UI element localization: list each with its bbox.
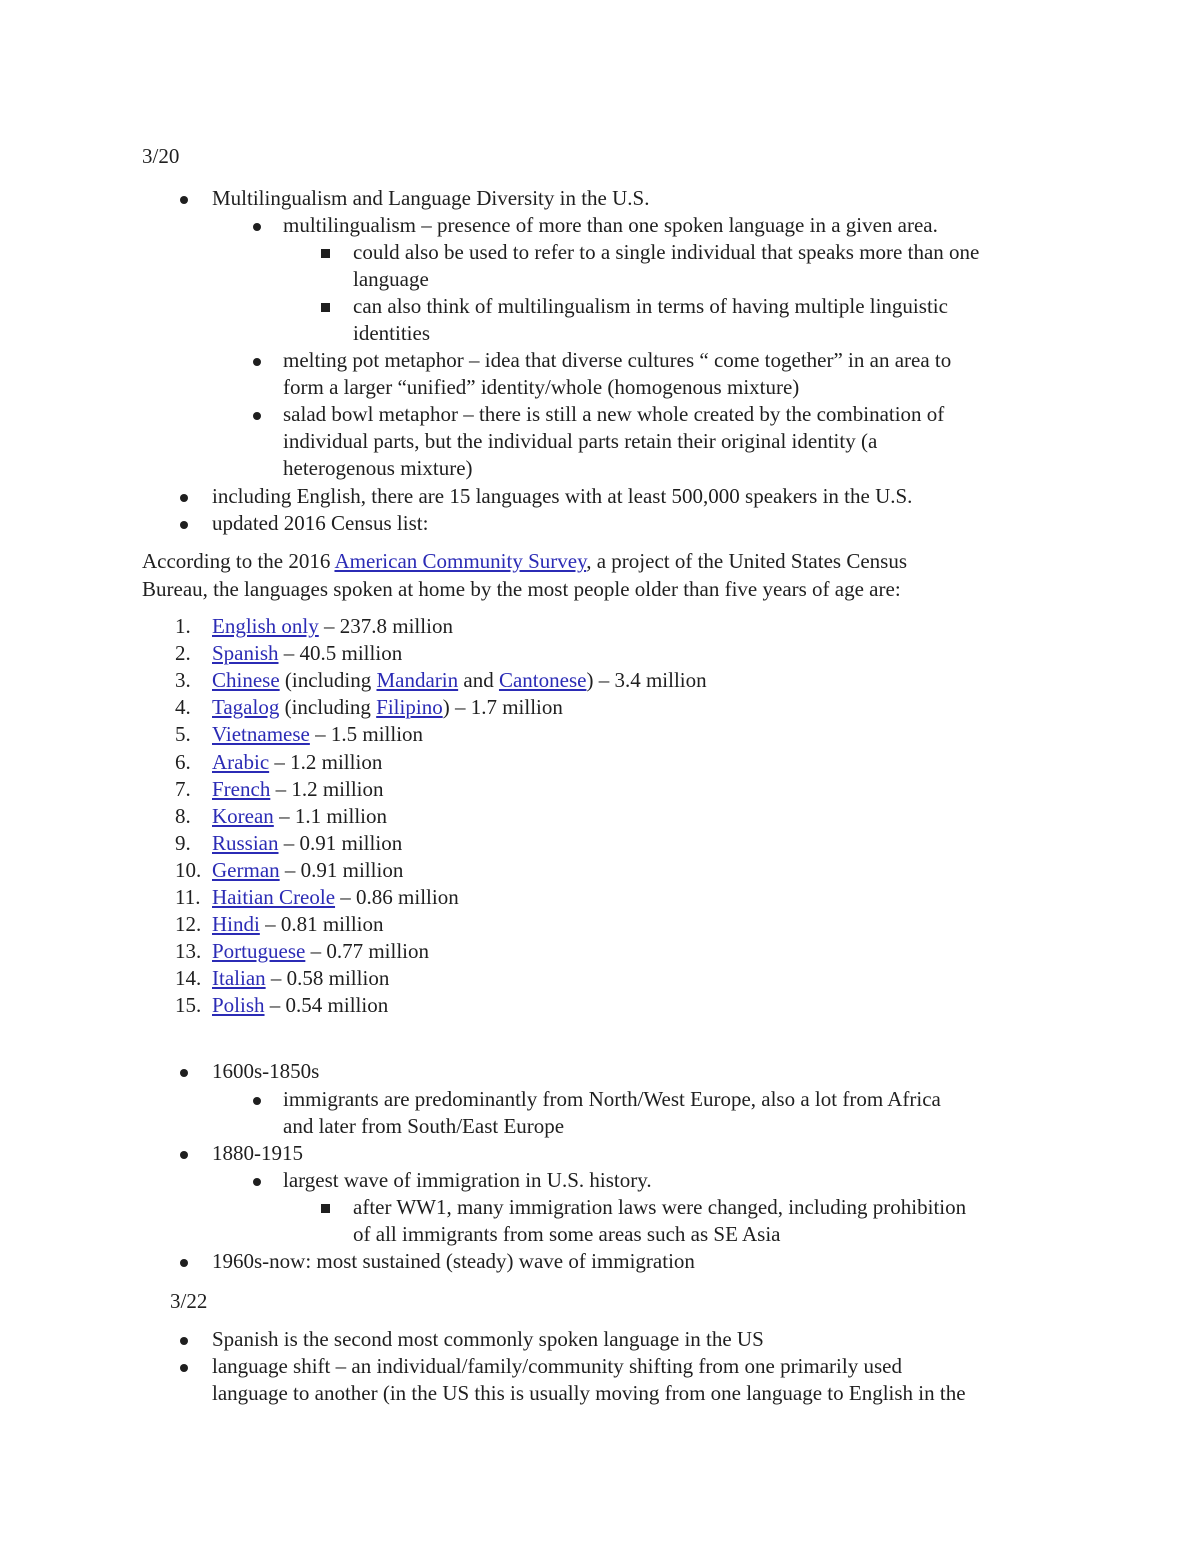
list-item (212, 613, 453, 640)
language-link[interactable]: Arabic (212, 750, 270, 774)
list-item-text: – 1.2 million (270, 777, 384, 801)
list-item-text: – 1.5 million (309, 722, 424, 746)
bullet-square-icon (321, 1204, 330, 1213)
bullet-text: individual parts, but the individual parts retain their original identity (a (283, 429, 878, 453)
bullet-square-icon (321, 303, 330, 312)
language-link[interactable]: French (212, 777, 271, 801)
list-item-number: 6. (175, 750, 191, 774)
list-item-text: – 0.58 million (265, 966, 390, 990)
bullet-dot-icon (253, 412, 261, 420)
bullet-text: of all immigrants from some areas such as SE Asia (353, 1222, 781, 1246)
list-item (212, 803, 387, 830)
list-item-text: and (458, 668, 499, 692)
list-item-text: – 1.1 million (273, 804, 387, 828)
list-item (212, 667, 707, 694)
list-item (212, 694, 563, 721)
bullet-text: salad bowl metaphor – there is still a new whole created by the combination of (283, 402, 945, 426)
bullet-text: 1880-1915 (212, 1141, 303, 1165)
bullet-dot-icon (253, 358, 261, 366)
list-item (212, 749, 382, 776)
bullet-dot-icon (180, 494, 188, 502)
intro-line-2: Bureau, the languages spoken at home by the most people older than five years of age are: (142, 577, 901, 601)
list-item (212, 965, 389, 992)
list-item (212, 721, 423, 748)
bullet-text: and later from South/East Europe (283, 1114, 565, 1138)
list-item (212, 776, 384, 803)
language-link[interactable]: Mandarin (376, 668, 459, 692)
bullet-text: 1960s-now: most sustained (steady) wave of immigration (212, 1249, 695, 1273)
list-item (212, 857, 403, 884)
date-heading: 3/20 (142, 144, 180, 168)
list-item-text: ) – 3.4 million (586, 668, 707, 692)
list-item-text: – 0.91 million (279, 858, 404, 882)
list-item-number: 5. (175, 722, 191, 746)
list-item-number: 14. (175, 966, 202, 990)
language-link[interactable]: Italian (212, 966, 266, 990)
list-item-number: 10. (175, 858, 202, 882)
language-link[interactable]: German (212, 858, 280, 882)
bullet-dot-icon (180, 1337, 188, 1345)
list-item-number: 1. (175, 614, 191, 638)
intro-line-1 (142, 548, 907, 575)
bullet-text: identities (353, 321, 430, 345)
bullet-text: including English, there are 15 languages with at least 500,000 speakers in the U.S. (212, 484, 913, 508)
bullet-text: immigrants are predominantly from North/West Europe, also a lot from Africa (283, 1087, 941, 1111)
language-link[interactable]: Russian (212, 831, 279, 855)
bullet-dot-icon (180, 1259, 188, 1267)
list-item-number: 4. (175, 695, 191, 719)
list-item-number: 8. (175, 804, 191, 828)
bullet-dot-icon (180, 1364, 188, 1372)
bullet-text: language (353, 267, 429, 291)
language-link[interactable]: Vietnamese (212, 722, 310, 746)
bullet-text: multilingualism – presence of more than one spoken language in a given area. (283, 213, 938, 237)
bullet-square-icon (321, 249, 330, 258)
list-item-text: – 237.8 million (318, 614, 453, 638)
list-item (212, 640, 402, 667)
bullet-text: melting pot metaphor – idea that diverse cultures “ come together” in an area to (283, 348, 952, 372)
language-link[interactable]: Chinese (212, 668, 280, 692)
list-item (212, 992, 388, 1019)
american-community-survey-link[interactable]: American Community Survey (334, 549, 587, 573)
language-link[interactable]: Cantonese (498, 668, 587, 692)
list-item-number: 13. (175, 939, 202, 963)
list-item-number: 9. (175, 831, 191, 855)
list-item-text: (including (279, 668, 377, 692)
bullet-text: language shift – an individual/family/community shifting from one primarily used (212, 1354, 902, 1378)
language-link[interactable]: Portuguese (212, 939, 306, 963)
bullet-dot-icon (253, 223, 261, 231)
bullet-text: Spanish is the second most commonly spoken language in the US (212, 1327, 764, 1351)
list-item-text: – 0.91 million (278, 831, 403, 855)
language-link[interactable]: Korean (212, 804, 274, 828)
bullet-dot-icon (180, 1069, 188, 1077)
bullet-text: after WW1, many immigration laws were changed, including prohibition (353, 1195, 967, 1219)
bullet-text: heterogenous mixture) (283, 456, 473, 480)
list-item-number: 11. (175, 885, 201, 909)
bullet-text: language to another (in the US this is usually moving from one language to English in the (212, 1381, 966, 1405)
bullet-text: updated 2016 Census list: (212, 511, 429, 535)
list-item-text: – 0.77 million (305, 939, 430, 963)
list-item-text: – 0.54 million (264, 993, 389, 1017)
language-link[interactable]: Haitian Creole (212, 885, 336, 909)
list-item-text: (including (279, 695, 377, 719)
language-link[interactable]: Hindi (212, 912, 260, 936)
list-item-text: – 0.86 million (335, 885, 459, 909)
bullet-text: 1600s-1850s (212, 1059, 320, 1083)
list-item-text: – 1.2 million (269, 750, 383, 774)
list-item-number: 15. (175, 993, 202, 1017)
bullet-dot-icon (180, 196, 188, 204)
list-item-text: – 0.81 million (259, 912, 384, 936)
bullet-dot-icon (253, 1178, 261, 1186)
bullet-dot-icon (180, 1151, 188, 1159)
date-heading: 3/22 (170, 1289, 208, 1313)
intro-text: , a project of the United States Census (586, 549, 907, 573)
bullet-text: Multilingualism and Language Diversity in the U.S. (212, 186, 650, 210)
language-link[interactable]: Polish (212, 993, 265, 1017)
bullet-text: largest wave of immigration in U.S. history. (283, 1168, 652, 1192)
list-item-number: 2. (175, 641, 191, 665)
language-link[interactable]: Filipino (376, 695, 443, 719)
intro-text: According to the 2016 (142, 549, 335, 573)
language-link[interactable]: Spanish (212, 641, 279, 665)
list-item (212, 938, 429, 965)
list-item-number: 7. (175, 777, 191, 801)
language-link[interactable]: English only (212, 614, 319, 638)
list-item-number: 3. (175, 668, 191, 692)
bullet-text: could also be used to refer to a single individual that speaks more than one (353, 240, 980, 264)
bullet-text: form a larger “unified” identity/whole (homogenous mixture) (283, 375, 800, 399)
bullet-dot-icon (180, 521, 188, 529)
list-item (212, 830, 402, 857)
list-item (212, 884, 459, 911)
list-item-number: 12. (175, 912, 202, 936)
list-item (212, 911, 384, 938)
list-item-text: ) – 1.7 million (442, 695, 563, 719)
bullet-text: can also think of multilingualism in terms of having multiple linguistic (353, 294, 948, 318)
bullet-dot-icon (253, 1097, 261, 1105)
list-item-text: – 40.5 million (278, 641, 403, 665)
language-link[interactable]: Tagalog (212, 695, 280, 719)
